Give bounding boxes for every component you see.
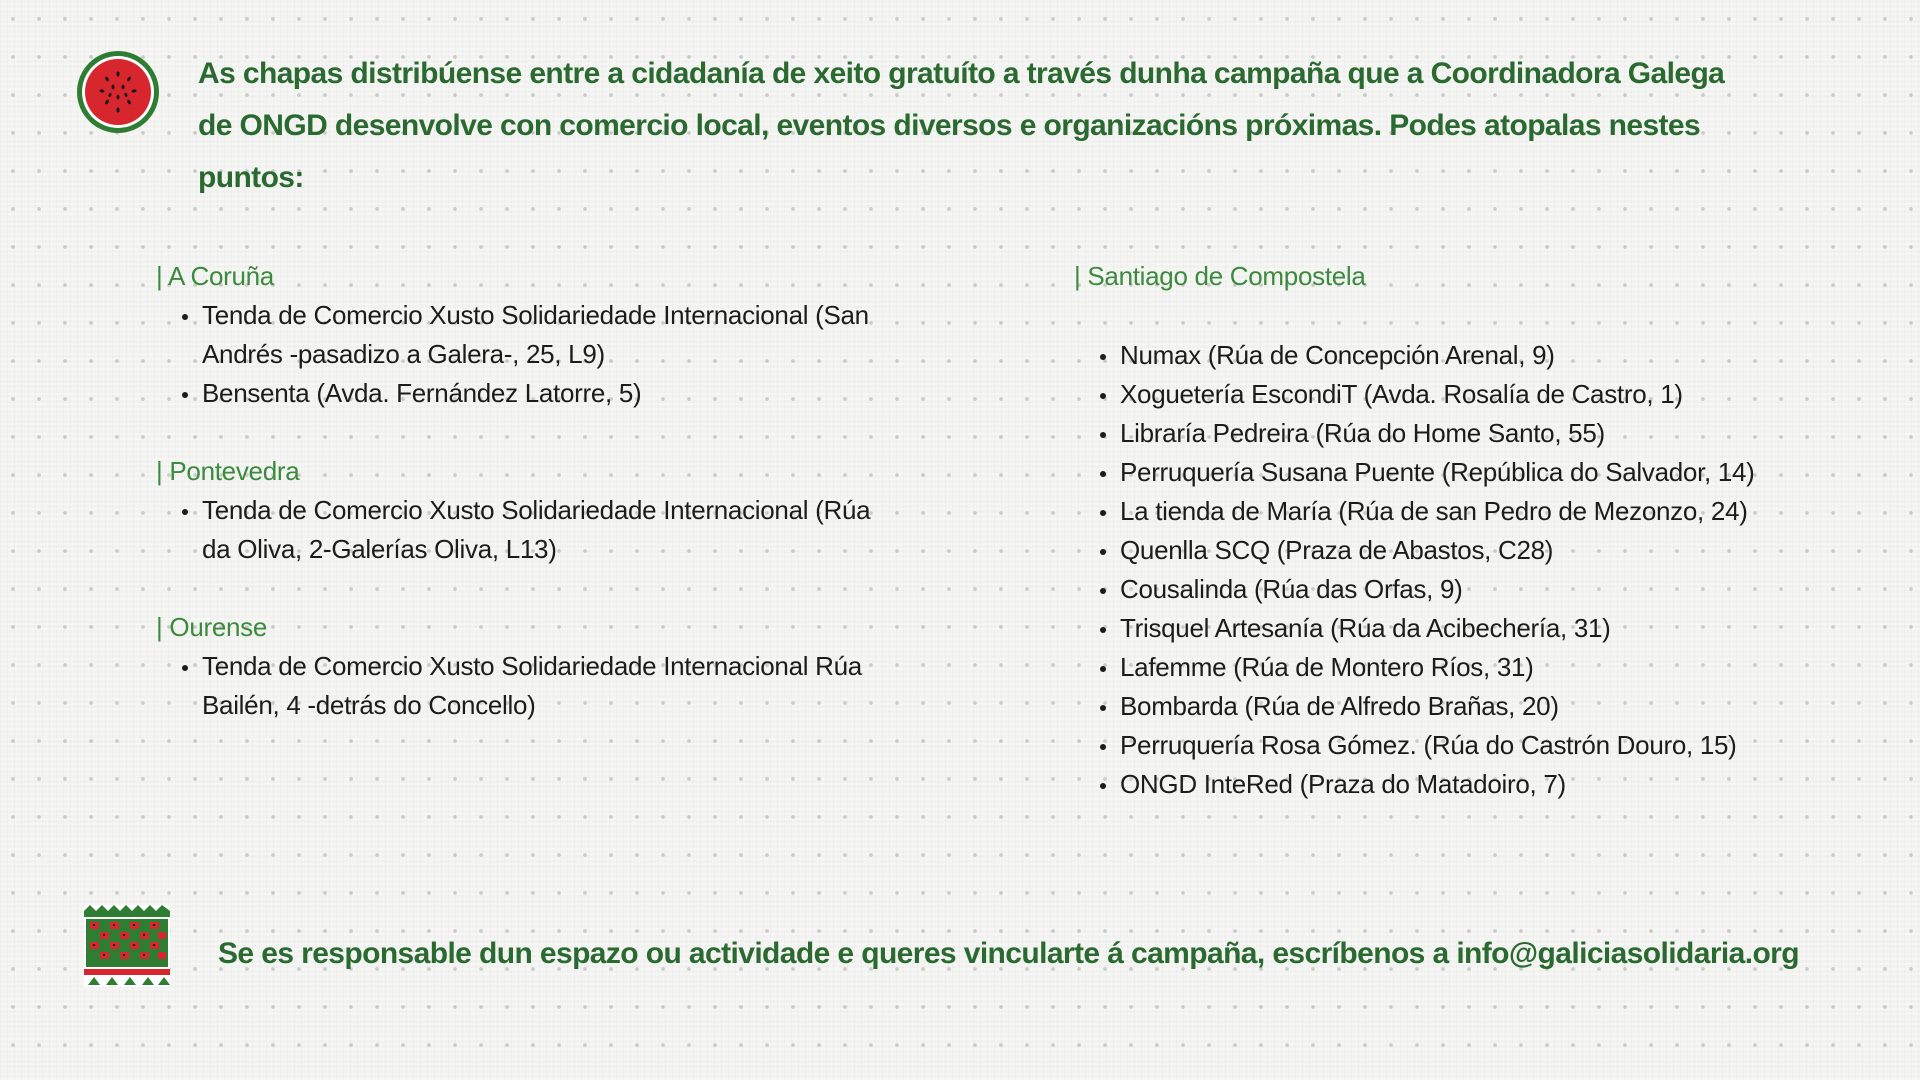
city-heading-bar: |: [156, 456, 170, 486]
city-section-santiago: [1074, 256, 1834, 804]
list-item: ONGD InteRed (Praza do Matadoiro, 7): [1120, 765, 1834, 804]
shop-list: [156, 491, 876, 569]
list-item: Tenda de Comercio Xusto Solidariedade Internacional (Rúa da Oliva, 2-Galerías Oliva, L13): [202, 491, 876, 569]
city-heading: [156, 607, 876, 647]
shop-list: [1074, 336, 1834, 804]
city-section-ourense: [156, 607, 876, 725]
city-heading-label: Pontevedra: [169, 456, 300, 486]
city-section-a-coruna: [156, 256, 876, 413]
list-item: Cousalinda (Rúa das Orfas, 9): [1120, 570, 1834, 609]
city-heading-label: A Coruña: [167, 261, 274, 291]
watermelon-icon: [76, 50, 160, 134]
right-column: [1074, 256, 1834, 842]
list-item: Lafemme (Rúa de Montero Ríos, 31): [1120, 648, 1834, 687]
list-item: La tienda de María (Rúa de san Pedro de Mezonzo, 24): [1120, 492, 1834, 531]
watermelon-pattern-icon: [84, 905, 170, 987]
list-item: Perruquería Susana Puente (República do Salvador, 14): [1120, 453, 1834, 492]
left-column: [156, 256, 876, 763]
city-heading-label: Santiago de Compostela: [1087, 261, 1366, 291]
list-item: Tenda de Comercio Xusto Solidariedade Internacional (San Andrés -pasadizo a Galera-, 25, L9): [202, 296, 876, 374]
city-heading: [1074, 256, 1834, 296]
shop-list: [156, 296, 876, 413]
city-heading-bar: |: [156, 612, 170, 642]
city-heading-bar: |: [156, 261, 168, 291]
list-item: Xoguetería EscondiT (Avda. Rosalía de Castro, 1): [1120, 375, 1834, 414]
list-item: Perruquería Rosa Gómez. (Rúa do Castrón Douro, 15): [1120, 726, 1834, 765]
city-section-pontevedra: [156, 451, 876, 569]
list-item: Quenlla SCQ (Praza de Abastos, C28): [1120, 531, 1834, 570]
list-item: Trisquel Artesanía (Rúa da Acibechería, 31): [1120, 609, 1834, 648]
city-heading: [156, 256, 876, 296]
list-item: Bombarda (Rúa de Alfredo Brañas, 20): [1120, 687, 1834, 726]
intro-text: As chapas distribúense entre a cidadanía de xeito gratuíto a través dunha campaña que a Coordinadora Galega de ONGD desenvolve con comercio local, eventos diversos e organizacións próximas. Podes atopalas nestes puntos:: [198, 57, 1725, 194]
city-heading-bar: |: [1074, 261, 1088, 291]
city-heading-label: Ourense: [169, 612, 268, 642]
list-item: Tenda de Comercio Xusto Solidariedade Internacional Rúa Bailén, 4 -detrás do Concello): [202, 647, 876, 725]
footer-text: Se es responsable dun espazo ou actividade e queres vincularte á campaña, escríbenos a info@galiciasolidaria.org: [218, 937, 1799, 970]
list-item: Numax (Rúa de Concepción Arenal, 9): [1120, 336, 1834, 375]
spacer: [1074, 296, 1834, 336]
list-item: Bensenta (Avda. Fernández Latorre, 5): [202, 374, 876, 413]
city-heading: [156, 451, 876, 491]
list-item: Libraría Pedreira (Rúa do Home Santo, 55): [1120, 414, 1834, 453]
shop-list: [156, 647, 876, 725]
